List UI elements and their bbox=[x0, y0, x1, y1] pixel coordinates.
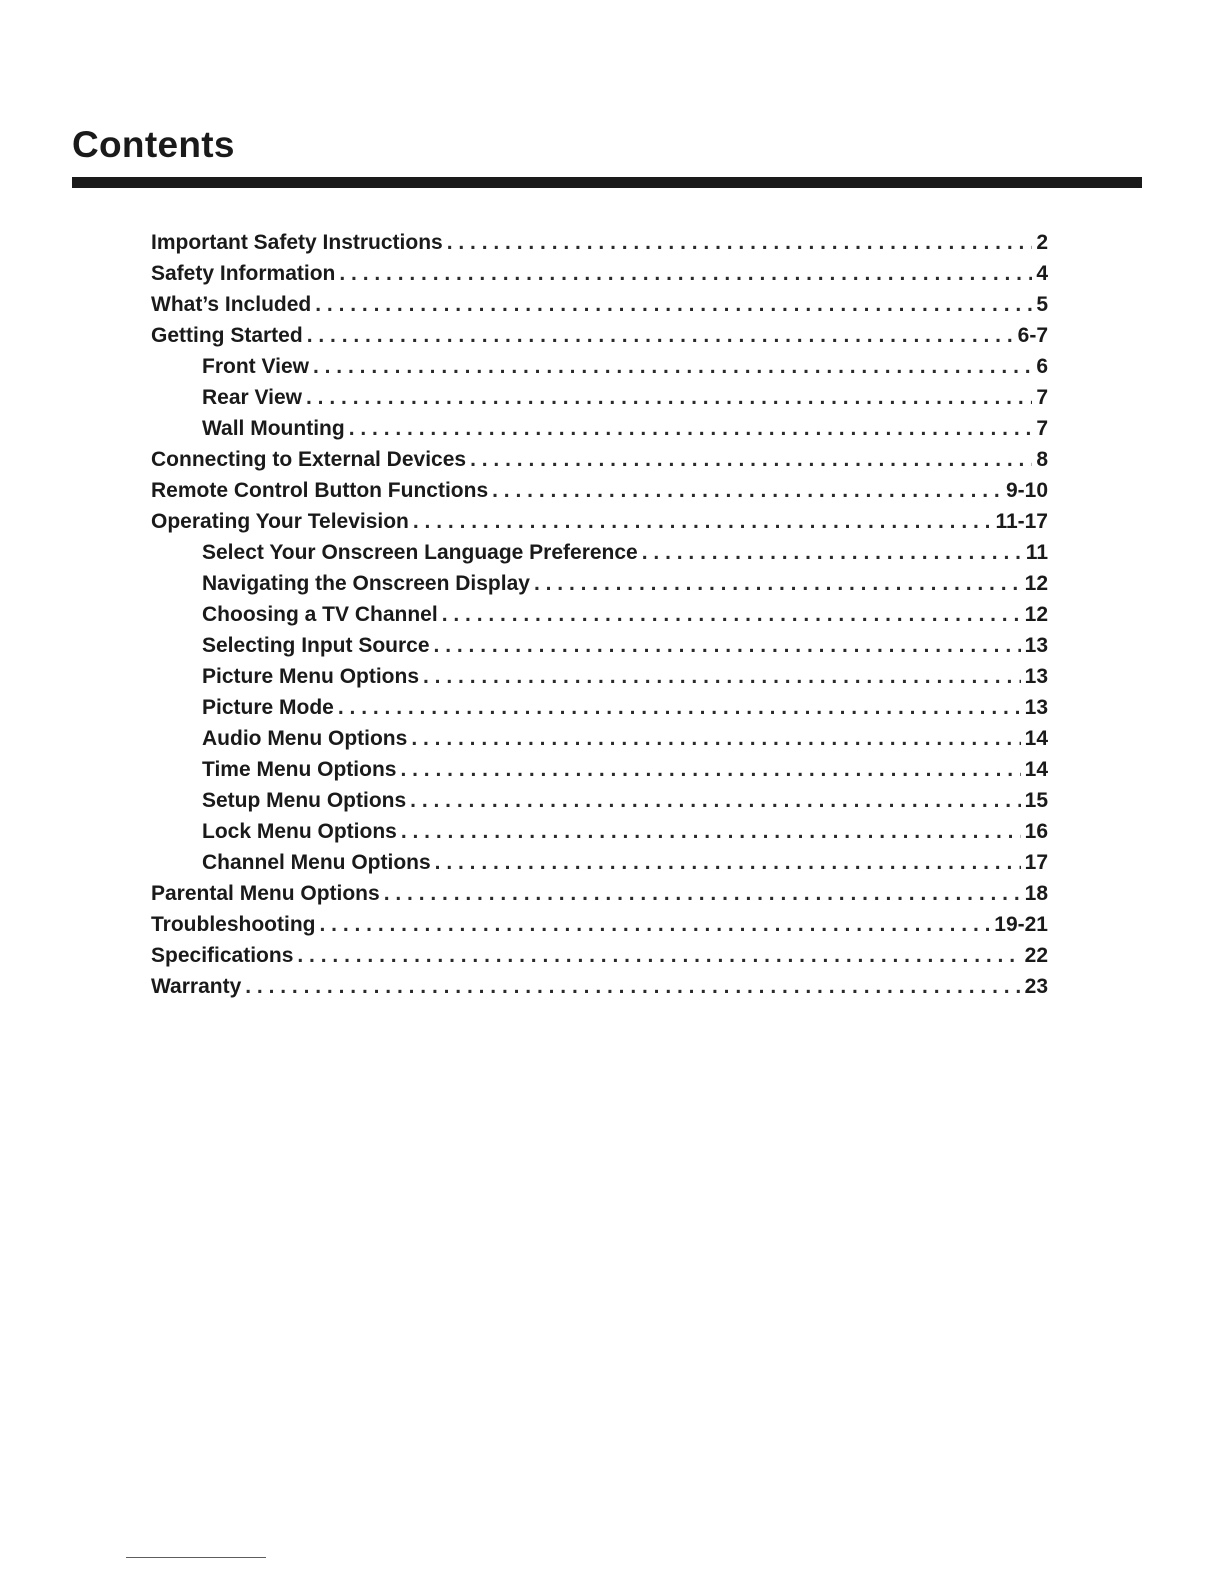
dot-leader bbox=[442, 599, 1021, 630]
toc-entry-page-number: 12 bbox=[1024, 572, 1048, 595]
toc-entry-label: Troubleshooting bbox=[151, 913, 316, 936]
toc-entry-page-number: 12 bbox=[1024, 603, 1048, 626]
toc-entry-page-number: 14 bbox=[1024, 727, 1048, 750]
toc-entry-label: Remote Control Button Functions bbox=[151, 479, 489, 502]
toc-entry-label: Safety Information bbox=[151, 262, 336, 285]
toc-entry-label: Connecting to External Devices bbox=[151, 448, 467, 471]
toc-entry[interactable] bbox=[151, 351, 1048, 382]
dot-leader bbox=[411, 723, 1020, 754]
toc-entry[interactable] bbox=[151, 909, 1048, 940]
dot-leader bbox=[313, 351, 1032, 382]
dot-leader bbox=[470, 444, 1032, 475]
toc-entry[interactable] bbox=[151, 258, 1048, 289]
dot-leader bbox=[492, 475, 1002, 506]
toc-entry-page-number: 4 bbox=[1036, 262, 1048, 285]
toc-entry-label: Parental Menu Options bbox=[151, 882, 380, 905]
dot-leader bbox=[315, 289, 1032, 320]
dot-leader bbox=[245, 971, 1020, 1002]
title-rule bbox=[72, 177, 1142, 188]
toc-entry[interactable] bbox=[151, 227, 1048, 258]
toc-entry-label: Time Menu Options bbox=[202, 758, 397, 781]
toc-entry-page-number: 9-10 bbox=[1005, 479, 1048, 502]
toc-entry-label: Wall Mounting bbox=[202, 417, 345, 440]
toc-entry-page-number: 11-17 bbox=[995, 510, 1048, 533]
page-title: Contents bbox=[72, 124, 235, 165]
toc-entry-label: Getting Started bbox=[151, 324, 303, 347]
toc-entry[interactable] bbox=[151, 320, 1048, 351]
dot-leader bbox=[534, 568, 1021, 599]
toc-entry-page-number: 11 bbox=[1025, 541, 1048, 564]
toc-entry-page-number: 5 bbox=[1036, 293, 1048, 316]
dot-leader bbox=[319, 909, 990, 940]
toc-entry[interactable] bbox=[151, 599, 1048, 630]
toc-entry[interactable] bbox=[151, 661, 1048, 692]
toc-entry-label: Choosing a TV Channel bbox=[202, 603, 438, 626]
toc-entry-page-number: 8 bbox=[1036, 448, 1048, 471]
table-of-contents bbox=[151, 227, 1048, 1002]
toc-entry[interactable] bbox=[151, 630, 1048, 661]
dot-leader bbox=[307, 320, 1014, 351]
toc-entry[interactable] bbox=[151, 971, 1048, 1002]
toc-entry-label: Rear View bbox=[202, 386, 303, 409]
toc-entry-label: Warranty bbox=[151, 975, 242, 998]
toc-entry-label: Navigating the Onscreen Display bbox=[202, 572, 530, 595]
toc-entry-label: Important Safety Instructions bbox=[151, 231, 443, 254]
toc-entry[interactable] bbox=[151, 444, 1048, 475]
footer-link-underline bbox=[126, 1557, 266, 1558]
toc-entry[interactable] bbox=[151, 692, 1048, 723]
toc-entry-label: Setup Menu Options bbox=[202, 789, 407, 812]
dot-leader bbox=[349, 413, 1033, 444]
toc-entry-label: Front View bbox=[202, 355, 309, 378]
dot-leader bbox=[400, 754, 1020, 785]
toc-entry[interactable] bbox=[151, 382, 1048, 413]
toc-entry-page-number: 13 bbox=[1024, 696, 1048, 719]
dot-leader bbox=[434, 630, 1021, 661]
dot-leader bbox=[423, 661, 1021, 692]
toc-entry[interactable] bbox=[151, 475, 1048, 506]
toc-entry-page-number: 19-21 bbox=[994, 913, 1048, 936]
toc-entry[interactable] bbox=[151, 816, 1048, 847]
dot-leader bbox=[339, 258, 1032, 289]
toc-entry-page-number: 22 bbox=[1024, 944, 1048, 967]
dot-leader bbox=[338, 692, 1021, 723]
toc-entry[interactable] bbox=[151, 723, 1048, 754]
dot-leader bbox=[401, 816, 1021, 847]
dot-leader bbox=[410, 785, 1020, 816]
toc-entry[interactable] bbox=[151, 785, 1048, 816]
toc-entry-page-number: 7 bbox=[1036, 417, 1048, 440]
dot-leader bbox=[447, 227, 1033, 258]
toc-entry-page-number: 18 bbox=[1024, 882, 1048, 905]
toc-entry-page-number: 16 bbox=[1024, 820, 1048, 843]
toc-entry-page-number: 14 bbox=[1024, 758, 1048, 781]
dot-leader bbox=[306, 382, 1032, 413]
toc-entry[interactable] bbox=[151, 537, 1048, 568]
dot-leader bbox=[384, 878, 1021, 909]
toc-entry[interactable] bbox=[151, 878, 1048, 909]
toc-entry[interactable] bbox=[151, 940, 1048, 971]
toc-entry-label: Picture Menu Options bbox=[202, 665, 420, 688]
toc-entry[interactable] bbox=[151, 754, 1048, 785]
toc-entry-label: What’s Included bbox=[151, 293, 312, 316]
toc-entry-page-number: 13 bbox=[1024, 634, 1048, 657]
dot-leader bbox=[642, 537, 1022, 568]
toc-entry[interactable] bbox=[151, 289, 1048, 320]
toc-entry-page-number: 13 bbox=[1024, 665, 1048, 688]
toc-entry-page-number: 7 bbox=[1036, 386, 1048, 409]
toc-entry[interactable] bbox=[151, 847, 1048, 878]
toc-entry-page-number: 15 bbox=[1024, 789, 1048, 812]
toc-entry-page-number: 2 bbox=[1036, 231, 1048, 254]
toc-entry-label: Audio Menu Options bbox=[202, 727, 408, 750]
dot-leader bbox=[297, 940, 1020, 971]
toc-entry[interactable] bbox=[151, 413, 1048, 444]
toc-entry[interactable] bbox=[151, 506, 1048, 537]
toc-entry-label: Lock Menu Options bbox=[202, 820, 397, 843]
toc-entry-page-number: 6 bbox=[1036, 355, 1048, 378]
toc-entry-page-number: 6-7 bbox=[1017, 324, 1048, 347]
toc-entry-page-number: 17 bbox=[1024, 851, 1048, 874]
dot-leader bbox=[413, 506, 992, 537]
toc-entry-label: Selecting Input Source bbox=[202, 634, 430, 657]
toc-entry-label: Picture Mode bbox=[202, 696, 334, 719]
toc-entry[interactable] bbox=[151, 568, 1048, 599]
dot-leader bbox=[435, 847, 1021, 878]
toc-entry-label: Operating Your Television bbox=[151, 510, 409, 533]
toc-entry-label: Specifications bbox=[151, 944, 294, 967]
toc-entry-label: Select Your Onscreen Language Preference bbox=[202, 541, 638, 564]
toc-entry-page-number: 23 bbox=[1024, 975, 1048, 998]
toc-entry-label: Channel Menu Options bbox=[202, 851, 431, 874]
